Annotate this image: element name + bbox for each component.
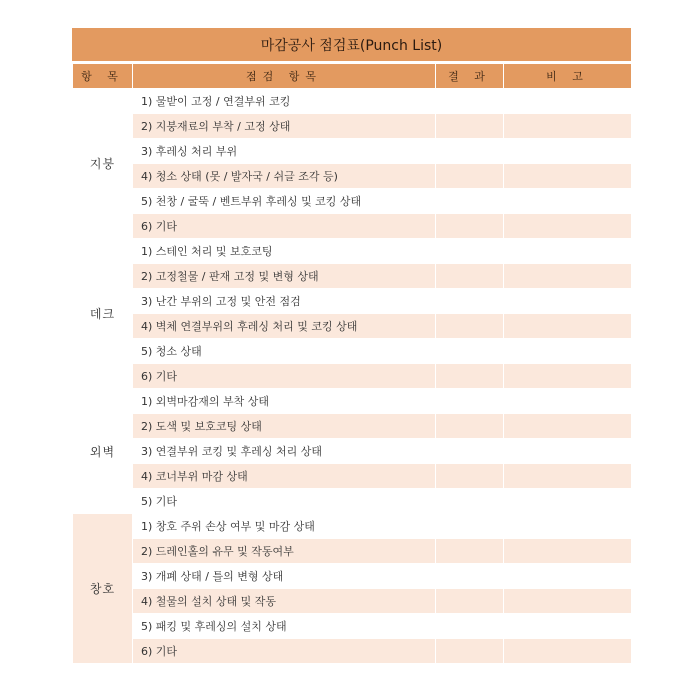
table-row xyxy=(73,539,632,564)
result-cell[interactable] xyxy=(436,489,504,514)
category-cell: 외벽 xyxy=(73,389,133,514)
check-item-cell: 5) 청소 상태 xyxy=(133,339,436,364)
table-row xyxy=(73,464,632,489)
remarks-cell[interactable] xyxy=(504,264,632,289)
table-row xyxy=(73,414,632,439)
remarks-cell[interactable] xyxy=(504,139,632,164)
check-item-cell: 3) 개폐 상태 / 틀의 변형 상태 xyxy=(133,564,436,589)
result-cell[interactable] xyxy=(436,139,504,164)
result-cell[interactable] xyxy=(436,289,504,314)
result-cell[interactable] xyxy=(436,189,504,214)
table-row xyxy=(73,214,632,239)
result-cell[interactable] xyxy=(436,114,504,139)
remarks-cell[interactable] xyxy=(504,389,632,414)
result-cell[interactable] xyxy=(436,464,504,489)
table-row xyxy=(73,564,632,589)
remarks-cell[interactable] xyxy=(504,364,632,389)
remarks-cell[interactable] xyxy=(504,239,632,264)
table-row xyxy=(73,139,632,164)
table-row xyxy=(73,239,632,264)
result-cell[interactable] xyxy=(436,614,504,639)
check-item-cell: 3) 연결부위 코킹 및 후레싱 처리 상태 xyxy=(133,439,436,464)
remarks-cell[interactable] xyxy=(504,189,632,214)
result-cell[interactable] xyxy=(436,314,504,339)
check-item-cell: 1) 외벽마감재의 부착 상태 xyxy=(133,389,436,414)
check-item-cell: 1) 물받이 고정 / 연결부위 코킹 xyxy=(133,89,436,114)
table-row xyxy=(73,164,632,189)
result-cell[interactable] xyxy=(436,639,504,664)
result-cell[interactable] xyxy=(436,539,504,564)
remarks-cell[interactable] xyxy=(504,589,632,614)
punch-list-sheet xyxy=(72,28,631,664)
category-cell: 데크 xyxy=(73,239,133,389)
table-row xyxy=(73,614,632,639)
check-item-cell: 5) 천창 / 굴뚝 / 벤트부위 후레싱 및 코킹 상태 xyxy=(133,189,436,214)
table-row xyxy=(73,589,632,614)
check-item-cell: 3) 후레싱 처리 부위 xyxy=(133,139,436,164)
check-item-cell: 2) 고정철물 / 판재 고정 및 변형 상태 xyxy=(133,264,436,289)
remarks-cell[interactable] xyxy=(504,564,632,589)
header-row xyxy=(73,64,632,89)
table-row xyxy=(73,189,632,214)
result-cell[interactable] xyxy=(436,264,504,289)
remarks-cell[interactable] xyxy=(504,89,632,114)
check-item-cell: 6) 기타 xyxy=(133,364,436,389)
check-item-cell: 2) 드레인홀의 유무 및 작동여부 xyxy=(133,539,436,564)
result-cell[interactable] xyxy=(436,414,504,439)
check-item-cell: 4) 벽체 연결부위의 후레싱 처리 및 코킹 상태 xyxy=(133,314,436,339)
remarks-cell[interactable] xyxy=(504,289,632,314)
punch-list-table xyxy=(72,63,632,664)
check-item-cell: 4) 코너부위 마감 상태 xyxy=(133,464,436,489)
check-item-cell: 3) 난간 부위의 고정 및 안전 점검 xyxy=(133,289,436,314)
sheet-title: 마감공사 점검표(Punch List) xyxy=(72,28,631,63)
remarks-cell[interactable] xyxy=(504,614,632,639)
result-cell[interactable] xyxy=(436,514,504,539)
result-cell[interactable] xyxy=(436,89,504,114)
remarks-cell[interactable] xyxy=(504,539,632,564)
check-item-cell: 6) 기타 xyxy=(133,639,436,664)
remarks-cell[interactable] xyxy=(504,214,632,239)
table-row xyxy=(73,514,632,539)
table-row xyxy=(73,339,632,364)
remarks-cell[interactable] xyxy=(504,164,632,189)
table-row xyxy=(73,639,632,664)
result-cell[interactable] xyxy=(436,439,504,464)
check-item-cell: 2) 도색 및 보호코팅 상태 xyxy=(133,414,436,439)
remarks-cell[interactable] xyxy=(504,639,632,664)
result-cell[interactable] xyxy=(436,389,504,414)
table-row xyxy=(73,114,632,139)
table-row xyxy=(73,389,632,414)
remarks-cell[interactable] xyxy=(504,464,632,489)
result-cell[interactable] xyxy=(436,364,504,389)
result-cell[interactable] xyxy=(436,239,504,264)
result-cell[interactable] xyxy=(436,214,504,239)
check-item-cell: 4) 청소 상태 (못 / 발자국 / 쉬글 조각 등) xyxy=(133,164,436,189)
header-check-item: 점검 항목 xyxy=(133,64,436,89)
header-result: 결 과 xyxy=(436,64,504,89)
remarks-cell[interactable] xyxy=(504,339,632,364)
remarks-cell[interactable] xyxy=(504,489,632,514)
table-row xyxy=(73,89,632,114)
result-cell[interactable] xyxy=(436,589,504,614)
result-cell[interactable] xyxy=(436,564,504,589)
table-row xyxy=(73,289,632,314)
result-cell[interactable] xyxy=(436,164,504,189)
table-row xyxy=(73,264,632,289)
check-item-cell: 6) 기타 xyxy=(133,214,436,239)
category-cell: 지붕 xyxy=(73,89,133,239)
category-cell: 창호 xyxy=(73,514,133,664)
header-category: 항 목 xyxy=(73,64,133,89)
table-row xyxy=(73,439,632,464)
check-item-cell: 5) 기타 xyxy=(133,489,436,514)
table-row xyxy=(73,489,632,514)
check-item-cell: 4) 철물의 설치 상태 및 작동 xyxy=(133,589,436,614)
remarks-cell[interactable] xyxy=(504,414,632,439)
table-row xyxy=(73,364,632,389)
table-body xyxy=(73,89,632,664)
check-item-cell: 1) 창호 주위 손상 여부 및 마감 상태 xyxy=(133,514,436,539)
header-remarks: 비 고 xyxy=(504,64,632,89)
result-cell[interactable] xyxy=(436,339,504,364)
remarks-cell[interactable] xyxy=(504,514,632,539)
remarks-cell[interactable] xyxy=(504,314,632,339)
table-row xyxy=(73,314,632,339)
check-item-cell: 1) 스테인 처리 및 보호코팅 xyxy=(133,239,436,264)
remarks-cell[interactable] xyxy=(504,439,632,464)
check-item-cell: 2) 지붕재료의 부착 / 고정 상태 xyxy=(133,114,436,139)
check-item-cell: 5) 패킹 및 후레싱의 설치 상태 xyxy=(133,614,436,639)
remarks-cell[interactable] xyxy=(504,114,632,139)
